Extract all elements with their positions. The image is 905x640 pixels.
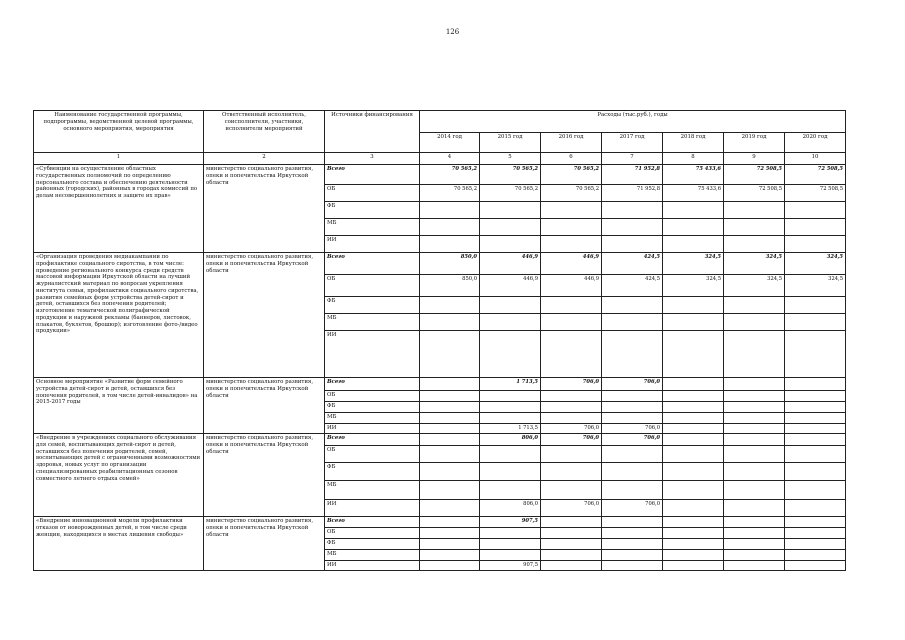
amount-cell — [724, 297, 785, 314]
amount-cell — [420, 424, 480, 434]
amount-cell — [663, 500, 724, 517]
column-number: 5 — [480, 153, 541, 165]
amount-cell: 75 433,6 — [663, 185, 724, 202]
amount-cell — [785, 297, 846, 314]
amount-cell — [602, 202, 663, 219]
amount-cell — [480, 391, 541, 402]
amount-cell — [724, 402, 785, 413]
amount-cell — [785, 219, 846, 236]
funding-source: МБ — [325, 219, 420, 236]
amount-cell — [602, 219, 663, 236]
amount-cell: 1 713,5 — [480, 378, 541, 391]
amount-cell — [541, 391, 602, 402]
amount-cell: 70 565,2 — [541, 185, 602, 202]
year-header: 2019 год — [724, 133, 785, 153]
amount-cell — [602, 539, 663, 550]
funding-source: Всего — [325, 253, 420, 275]
amount-cell — [480, 202, 541, 219]
amount-cell — [724, 413, 785, 424]
column-number: 1 — [34, 153, 204, 165]
amount-cell — [602, 550, 663, 561]
amount-cell: 324,5 — [724, 275, 785, 297]
header-executor: Ответственный исполнитель, соисполнители, участники, исполнители мероприятий — [204, 111, 325, 153]
amount-cell — [420, 297, 480, 314]
amount-cell — [663, 446, 724, 463]
amount-cell — [420, 500, 480, 517]
amount-cell — [602, 481, 663, 500]
amount-cell — [541, 402, 602, 413]
amount-cell — [420, 528, 480, 539]
amount-cell — [480, 331, 541, 378]
amount-cell — [602, 446, 663, 463]
amount-cell — [724, 202, 785, 219]
amount-cell: 706,0 — [602, 500, 663, 517]
funding-source: ИИ — [325, 561, 420, 571]
header-source: Источники финансирования — [325, 111, 420, 153]
column-number: 9 — [724, 153, 785, 165]
amount-cell — [420, 202, 480, 219]
amount-cell: 806,0 — [480, 434, 541, 446]
amount-cell: 72 508,5 — [785, 185, 846, 202]
amount-cell — [785, 202, 846, 219]
amount-cell — [724, 481, 785, 500]
amount-cell — [663, 539, 724, 550]
amount-cell — [480, 314, 541, 331]
amount-cell — [480, 236, 541, 253]
amount-cell — [541, 331, 602, 378]
amount-cell — [785, 550, 846, 561]
amount-cell: 70 565,2 — [480, 185, 541, 202]
funding-source: МБ — [325, 481, 420, 500]
amount-cell — [480, 219, 541, 236]
activity-name: «Внедрение инновационной модели профилактики отказов от новорожденных детей, в том числе среди женщин, находящихся в местах лишения свободы» — [34, 517, 204, 571]
table-body — [34, 165, 846, 571]
amount-cell — [420, 402, 480, 413]
amount-cell: 907,5 — [480, 517, 541, 528]
amount-cell: 324,5 — [724, 253, 785, 275]
amount-cell — [541, 463, 602, 481]
amount-cell — [663, 219, 724, 236]
amount-cell — [420, 331, 480, 378]
amount-cell — [785, 561, 846, 571]
amount-cell — [541, 413, 602, 424]
funding-source: ОБ — [325, 446, 420, 463]
amount-cell: 424,5 — [602, 275, 663, 297]
amount-cell — [724, 219, 785, 236]
amount-cell: 70 565,2 — [480, 165, 541, 185]
amount-cell — [541, 539, 602, 550]
amount-cell — [663, 561, 724, 571]
amount-cell: 706,0 — [541, 500, 602, 517]
amount-cell: 70 565,2 — [420, 185, 480, 202]
amount-cell — [785, 378, 846, 391]
amount-cell — [785, 424, 846, 434]
amount-cell — [724, 378, 785, 391]
funding-source: ОБ — [325, 528, 420, 539]
amount-cell — [724, 391, 785, 402]
amount-cell — [480, 528, 541, 539]
funding-source: ФБ — [325, 202, 420, 219]
amount-cell — [663, 413, 724, 424]
funding-source: ИИ — [325, 331, 420, 378]
year-header: 2016 год — [541, 133, 602, 153]
amount-cell — [420, 378, 480, 391]
amount-cell — [541, 219, 602, 236]
amount-cell — [480, 481, 541, 500]
amount-cell: 71 952,8 — [602, 165, 663, 185]
amount-cell — [480, 446, 541, 463]
activity-name: «Внедрение в учреждениях социального обслуживания для семей, воспитывающих детей-сирот и детей, оставшихся без попечения родителей, семей, воспитывающих детей с ограниченными возможностями здоровья, новых услуг по организации специализированных реабилитационных сезонов совместного летнего отдыха семей» — [34, 434, 204, 517]
amount-cell — [480, 463, 541, 481]
amount-cell — [420, 413, 480, 424]
amount-cell: 706,0 — [541, 378, 602, 391]
amount-cell — [541, 528, 602, 539]
amount-cell — [724, 331, 785, 378]
amount-cell — [663, 481, 724, 500]
amount-cell: 446,9 — [480, 275, 541, 297]
table-row — [34, 378, 846, 391]
amount-cell — [602, 331, 663, 378]
table-header — [34, 111, 846, 165]
amount-cell — [785, 402, 846, 413]
amount-cell — [480, 297, 541, 314]
amount-cell — [420, 446, 480, 463]
amount-cell — [602, 236, 663, 253]
amount-cell — [420, 314, 480, 331]
executor: министерство социального развития, опеки и попечительства Иркутской области — [204, 434, 325, 517]
executor: министерство социального развития, опеки и попечительства Иркутской области — [204, 165, 325, 253]
amount-cell: 324,5 — [785, 253, 846, 275]
amount-cell: 850,0 — [420, 253, 480, 275]
amount-cell: 72 508,5 — [724, 165, 785, 185]
amount-cell: 424,5 — [602, 253, 663, 275]
amount-cell — [724, 517, 785, 528]
amount-cell — [663, 297, 724, 314]
amount-cell — [663, 424, 724, 434]
amount-cell — [602, 561, 663, 571]
funding-source: ФБ — [325, 539, 420, 550]
amount-cell — [785, 517, 846, 528]
amount-cell: 324,5 — [785, 275, 846, 297]
amount-cell — [724, 561, 785, 571]
amount-cell — [420, 236, 480, 253]
funding-source: ИИ — [325, 236, 420, 253]
amount-cell — [785, 391, 846, 402]
amount-cell — [480, 413, 541, 424]
funding-source: ИИ — [325, 424, 420, 434]
amount-cell — [785, 500, 846, 517]
column-number: 8 — [663, 153, 724, 165]
amount-cell: 850,0 — [420, 275, 480, 297]
funding-source: Всего — [325, 165, 420, 185]
amount-cell — [541, 561, 602, 571]
funding-source: ИИ — [325, 500, 420, 517]
amount-cell: 324,5 — [663, 253, 724, 275]
budget-table — [33, 110, 846, 571]
amount-cell — [724, 463, 785, 481]
column-number: 10 — [785, 153, 846, 165]
amount-cell — [785, 539, 846, 550]
year-header: 2014 год — [420, 133, 480, 153]
amount-cell — [663, 434, 724, 446]
activity-name: «Организация проведения медиакампании по профилактике социального сиротства, в том числе: проведение регионального конкурса среди средств массовой информации Иркутской области на лучший журналистский материал по вопросам укрепления института семьи, профилактики социального сиротства, развития семейных форм устройства детей-сирот и детей, оставшихся без попечения родителей; изготовление тематической полиграфической продукции и наружной рекламы (баннеров, листовок, плакатов, буклетов, брошюр); изготовление фото-/видео продукции» — [34, 253, 204, 378]
funding-source: МБ — [325, 314, 420, 331]
amount-cell: 324,5 — [663, 275, 724, 297]
amount-cell — [602, 297, 663, 314]
amount-cell — [541, 481, 602, 500]
funding-source: ОБ — [325, 185, 420, 202]
amount-cell — [663, 402, 724, 413]
amount-cell — [541, 550, 602, 561]
amount-cell — [541, 236, 602, 253]
amount-cell — [480, 402, 541, 413]
amount-cell: 72 508,5 — [785, 165, 846, 185]
amount-cell — [602, 413, 663, 424]
funding-source: ОБ — [325, 391, 420, 402]
column-number: 4 — [420, 153, 480, 165]
amount-cell — [420, 539, 480, 550]
amount-cell — [602, 463, 663, 481]
executor: министерство социального развития, опеки и попечительства Иркутской области — [204, 378, 325, 434]
amount-cell — [663, 331, 724, 378]
amount-cell: 706,0 — [602, 378, 663, 391]
amount-cell: 71 952,8 — [602, 185, 663, 202]
funding-source: ОБ — [325, 275, 420, 297]
amount-cell: 70 565,2 — [541, 165, 602, 185]
amount-cell — [420, 550, 480, 561]
year-header: 2017 год — [602, 133, 663, 153]
amount-cell — [541, 314, 602, 331]
funding-source: Всего — [325, 378, 420, 391]
amount-cell: 446,9 — [541, 275, 602, 297]
amount-cell — [785, 528, 846, 539]
executor: министерство социального развития, опеки и попечительства Иркутской области — [204, 517, 325, 571]
table-row — [34, 165, 846, 185]
amount-cell — [663, 378, 724, 391]
amount-cell — [724, 314, 785, 331]
amount-cell — [785, 481, 846, 500]
amount-cell — [724, 528, 785, 539]
column-number: 7 — [602, 153, 663, 165]
amount-cell: 706,0 — [602, 434, 663, 446]
column-number: 3 — [325, 153, 420, 165]
amount-cell — [663, 202, 724, 219]
amount-cell — [602, 391, 663, 402]
amount-cell: 1 713,5 — [480, 424, 541, 434]
amount-cell — [602, 314, 663, 331]
table-row — [34, 434, 846, 446]
amount-cell: 72 508,5 — [724, 185, 785, 202]
funding-source: ФБ — [325, 297, 420, 314]
amount-cell — [480, 550, 541, 561]
amount-cell — [785, 314, 846, 331]
column-number: 6 — [541, 153, 602, 165]
amount-cell — [724, 446, 785, 463]
amount-cell — [785, 446, 846, 463]
amount-cell — [785, 434, 846, 446]
amount-cell — [420, 481, 480, 500]
amount-cell — [785, 331, 846, 378]
amount-cell — [663, 314, 724, 331]
amount-cell — [602, 528, 663, 539]
amount-cell — [420, 219, 480, 236]
amount-cell — [541, 517, 602, 528]
funding-source: ФБ — [325, 402, 420, 413]
amount-cell — [541, 297, 602, 314]
amount-cell — [663, 391, 724, 402]
amount-cell — [420, 434, 480, 446]
amount-cell: 806,0 — [480, 500, 541, 517]
amount-cell — [785, 413, 846, 424]
amount-cell: 706,0 — [541, 434, 602, 446]
amount-cell — [663, 528, 724, 539]
amount-cell — [724, 434, 785, 446]
activity-name: «Субвенции на осуществление областных государственных полномочий по определению персонального состава и обеспечению деятельности районных (городских), районных в городах комиссий по делам несовершеннолетних и защите их прав» — [34, 165, 204, 253]
amount-cell — [785, 463, 846, 481]
amount-cell — [663, 463, 724, 481]
header-expenses: Расходы (тыс.руб.), годы — [420, 111, 846, 133]
amount-cell — [480, 539, 541, 550]
amount-cell: 446,9 — [480, 253, 541, 275]
amount-cell — [541, 446, 602, 463]
amount-cell — [602, 402, 663, 413]
amount-cell — [420, 561, 480, 571]
amount-cell — [663, 550, 724, 561]
amount-cell — [724, 424, 785, 434]
amount-cell — [724, 236, 785, 253]
amount-cell — [724, 539, 785, 550]
amount-cell: 70 565,2 — [420, 165, 480, 185]
header-name: Наименование государственной программы, подпрограммы, ведомственной целевой программы, основного мероприятия, мероприятия — [34, 111, 204, 153]
amount-cell: 907,5 — [480, 561, 541, 571]
funding-source: МБ — [325, 550, 420, 561]
amount-cell — [724, 500, 785, 517]
amount-cell — [420, 517, 480, 528]
table-row — [34, 253, 846, 275]
funding-source: МБ — [325, 413, 420, 424]
amount-cell — [663, 236, 724, 253]
amount-cell — [724, 550, 785, 561]
amount-cell — [663, 517, 724, 528]
amount-cell: 706,0 — [541, 424, 602, 434]
amount-cell — [420, 391, 480, 402]
year-header: 2018 год — [663, 133, 724, 153]
funding-source: ФБ — [325, 463, 420, 481]
executor: министерство социального развития, опеки и попечительства Иркутской области — [204, 253, 325, 378]
amount-cell: 75 433,6 — [663, 165, 724, 185]
activity-name: Основное мероприятие «Развитие форм семейного устройства детей-сирот и детей, оставшихся без попечения родителей, в том числе детей-инвалидов» на 2015-2017 годы — [34, 378, 204, 434]
year-header: 2020 год — [785, 133, 846, 153]
amount-cell: 706,0 — [602, 424, 663, 434]
column-number: 2 — [204, 153, 325, 165]
amount-cell — [602, 517, 663, 528]
funding-source: Всего — [325, 434, 420, 446]
amount-cell: 446,9 — [541, 253, 602, 275]
page-number: 126 — [445, 28, 460, 36]
table-row — [34, 517, 846, 528]
amount-cell — [541, 202, 602, 219]
amount-cell — [785, 236, 846, 253]
year-header: 2015 год — [480, 133, 541, 153]
funding-source: Всего — [325, 517, 420, 528]
amount-cell — [420, 463, 480, 481]
